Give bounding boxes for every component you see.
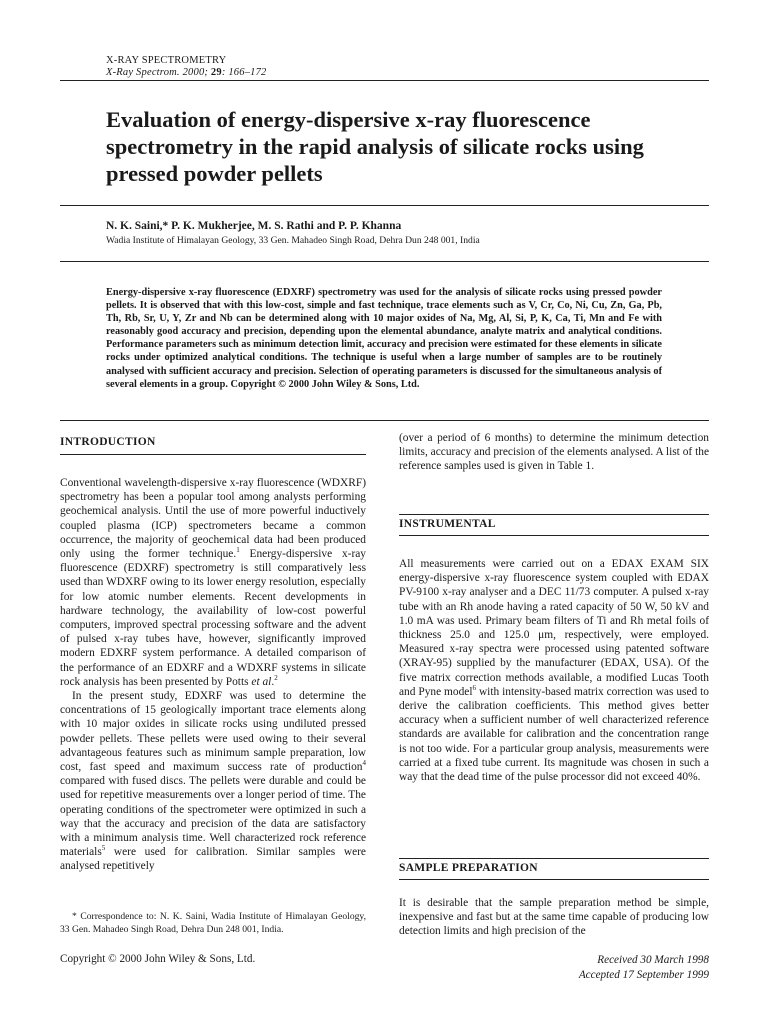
introduction-paragraph-2: In the present study, EDXRF was used to determine the concentrations of 15 geologically important trace elements along with 10 major oxides in silicate rocks using undiluted pressed powder pellets. These pellets were used owing to their several advantageous features such as minimum sample preparation, low cost, fast speed and maximum success rate of production$^4$ compared with fused discs. The pellets were durable and could be used for repetitive measurements over a longer period of time. The operating conditions of the spectrometer were optimized in such a way that the accuracy and precision of the data are satisfactory with a minimum analysis time. Well characterized rock reference materials$^5$ were used for calibration. Similar samples were analysed repetitively (60, 690, 366, 873)
header-divider (60, 80, 709, 81)
abstract-divider (60, 420, 709, 421)
instrumental-body (399, 557, 709, 784)
instrumental-top-rule (399, 514, 709, 515)
author-affiliation: Wadia Institute of Himalayan Geology, 33 Gen. Mahadeo Singh Road, Dehra Dun 248 001, India (106, 235, 480, 246)
citation-volume: 29 (210, 67, 222, 78)
citation-journal: X-Ray Spectrom. (106, 67, 180, 78)
introduction-heading-rule (60, 454, 366, 455)
reference-marker: 5 (101, 844, 106, 853)
introduction-heading: INTRODUCTION (60, 436, 156, 448)
sample-preparation-heading-rule (399, 879, 709, 880)
received-date: Received 30 March 1998 (597, 954, 709, 966)
abstract: Energy-dispersive x-ray fluorescence (EDXRF) spectrometry was used for the analysis of silicate rocks using pressed powder pellets. It is observed that with this low-cost, simple and fast technique, trace elements such as V, Cr, Co, Ni, Cu, Zn, Ga, Pb, Th, Rb, Sr, U, Y, Zr and Nb can be determined along with 10 major oxides of Na, Mg, Al, Si, P, K, Ca, Ti, Mn and Fe with reasonably good accuracy and precision, depending upon the elemental abundance, analyte matrix and analytical conditions. Performance parameters such as minimum detection limit, accuracy and precision were estimated for these elements in silicate rocks under optimized analytical conditions. The technique is useful when a large number of samples are to be routinely analysed with sufficient accuracy and precision. Selection of operating parameters is discussed for the simultaneous analysis of several elements in a group. Copyright © 2000 John Wiley & Sons, Ltd. (106, 287, 662, 390)
introduction-continuation: (over a period of 6 months) to determine the minimum detection limits, accuracy and precision of the elements analysed. A list of the reference samples used is given in Table 1. (399, 432, 709, 473)
copyright-notice: Copyright © 2000 John Wiley & Sons, Ltd. (60, 953, 256, 965)
introduction-body (60, 476, 366, 874)
article-title: Evaluation of energy-dispersive x-ray fluorescence spectrometry in the rapid analysis of silicate rocks using pressed powder pellets (106, 107, 644, 186)
instrumental-paragraph-1: All measurements were carried out on a EDAX EXAM SIX energy-dispersive x-ray fluorescence system coupled with EDAX PV-9100 x-ray analyser and a DEC 11/73 computer. A pulsed x-ray tube with an Rh anode having a rated capacity of 50 W, 50 kV and 1.0 mA was used. Primary beam filters of Ti and Rh metal foils of thickness 25.0 and 125.0 μm, respectively, were employed. Measured x-ray spectra were processed using patented software (XRAY-95) supplied by the manufacturer (EDAX, USA). Of the five matrix correction methods available, a modified Lucas Tooth and Pyne model$^6$ with intensity-based matrix correction was used to derive the calibration coefficients. This method gives better accuracy when a sufficient number of well characterized reference standards are available for calibration and the concentration range is not too wide. For a particular group analysis, measurements were carried at a fixed tube current. Its magnitude was chosen in such a way that the dead time of the pulse processor did not exceed 40%. (399, 558, 709, 784)
reference-marker: 6 (472, 684, 477, 693)
citation-pages: : 166–172 (221, 67, 267, 78)
instrumental-heading-rule (399, 535, 709, 536)
accepted-date: Accepted 17 September 1999 (578, 968, 709, 981)
sample-preparation-top-rule (399, 858, 709, 859)
reference-marker: 4 (362, 759, 366, 768)
correspondence-footnote: * Correspondence to: N. K. Saini, Wadia Institute of Himalayan Geology, 33 Gen. Mahadeo Singh Road, Dehra Dun 248 001, India. (60, 911, 366, 935)
sample-preparation-body: It is desirable that the sample preparation method be simple, inexpensive and fast but at the same time capable of producing low detection limits and high precision of the (399, 897, 709, 938)
journal-name: X-RAY SPECTROMETRY (106, 55, 227, 66)
reference-marker: 2 (274, 674, 278, 683)
reference-marker: 1 (236, 546, 240, 555)
authors-divider (60, 261, 709, 262)
journal-header (106, 55, 267, 79)
author-list: N. K. Saini,* P. K. Mukherjee, M. S. Rathi and P. P. Khanna (106, 220, 402, 232)
citation-year: 2000; (182, 67, 209, 78)
sample-preparation-heading: SAMPLE PREPARATION (399, 862, 538, 874)
introduction-paragraph-1: Conventional wavelength-dispersive x-ray fluorescence (WDXRF) spectrometry has been a popular tool among analysts performing geochemical analysis. Until the use of more powerful inductively coupled plasma (ICP) spectrometers became a common occurrence, the majority of geochemical data had been produced only using the former technique.$^1$ Energy-dispersive x-ray fluorescence (EDXRF) spectrometry is still comparatively less used than WDXRF owing to its lower energy resolution, especially for low atomic number elements. Recent developments in hardware technology, the availability of low-cost powerful computers, improved spectral processing software and the advent of pulsed x-ray tubes have, however, significantly improved modern EDXRF system performance. A detailed comparison of the performance of an EDXRF and a WDXRF systems in silicate rock analysis has been presented by Potts et al.$^2$ (60, 477, 366, 688)
received-dates (579, 953, 709, 982)
title-divider (60, 205, 709, 206)
journal-citation (106, 67, 267, 79)
instrumental-heading: INSTRUMENTAL (399, 518, 496, 530)
